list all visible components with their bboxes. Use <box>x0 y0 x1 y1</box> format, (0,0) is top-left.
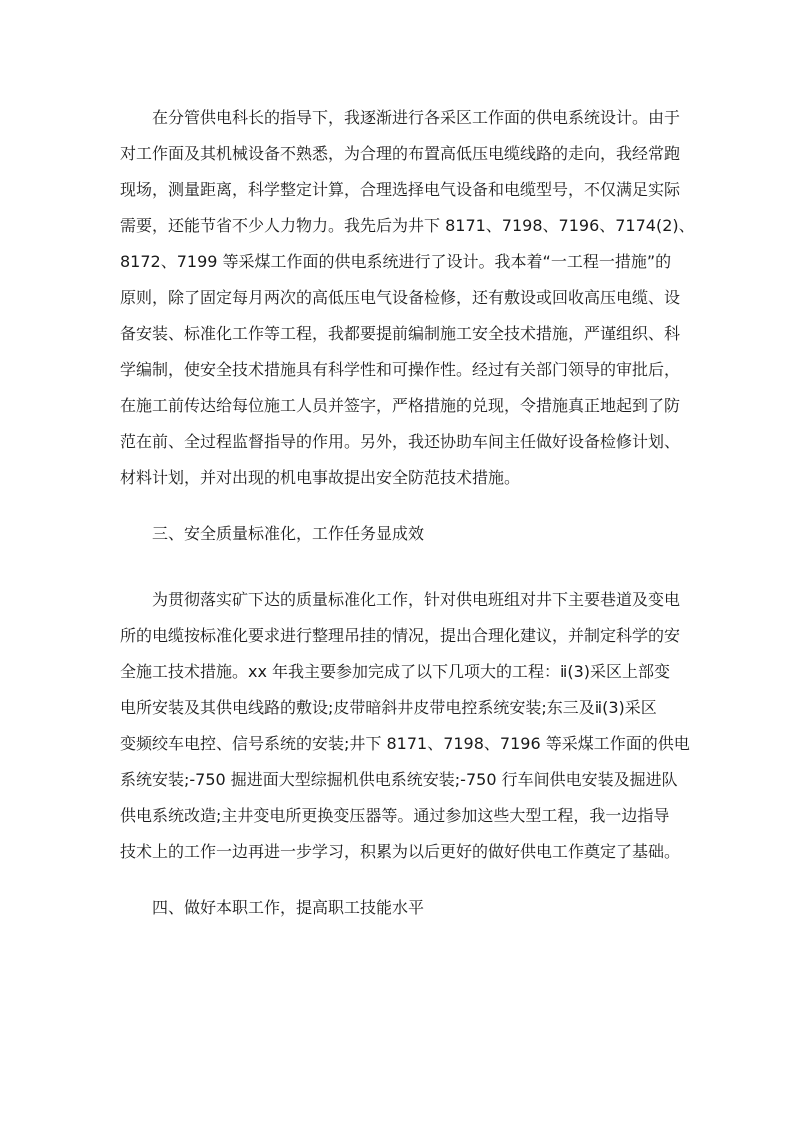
paragraph-1-line: 范在前、全过程监督指导的作用。另外，我还协助车间主任做好设备检修计划、 <box>120 432 681 451</box>
paragraph-1-line: 原则，除了固定每月两次的高低压电气设备检修，还有敷设或回收高压电缆、设 <box>120 288 681 307</box>
section-heading-3: 三、安全质量标准化，工作任务显成效 <box>152 524 425 543</box>
paragraph-2-line: 系统安装;-750 掘进面大型综掘机供电系统安装;-750 行车间供电安装及掘进队 <box>120 770 678 789</box>
paragraph-1-line: 在施工前传达给每位施工人员并签字，严格措施的兑现，令措施真正地起到了防 <box>120 396 681 415</box>
paragraph-1-line: 学编制，使安全技术措施具有科学性和可操作性。经过有关部门领导的审批后， <box>120 360 681 379</box>
paragraph-1-line: 对工作面及其机械设备不熟悉，为合理的布置高低压电缆线路的走向，我经常跑 <box>120 144 681 163</box>
paragraph-1-line: 现场，测量距离，科学整定计算，合理选择电气设备和电缆型号，不仅满足实际 <box>120 180 681 199</box>
paragraph-2-line: 技术上的工作一边再进一步学习，积累为以后更好的做好供电工作奠定了基础。 <box>120 842 681 861</box>
paragraph-2-line: 所的电缆按标准化要求进行整理吊挂的情况，提出合理化建议，并制定科学的安 <box>120 626 681 645</box>
paragraph-1-line: 需要，还能节省不少人力物力。我先后为井下 8171、7198、7196、7174(2)、 <box>120 216 695 235</box>
paragraph-2-line: 全施工技术措施。xx 年我主要参加完成了以下几项大的工程：ⅱ(3)采区上部变 <box>120 662 671 681</box>
paragraph-1-line: 在分管供电科长的指导下，我逐渐进行各采区工作面的供电系统设计。由于 <box>152 108 681 127</box>
paragraph-1-line: 8172、7199 等采煤工作面的供电系统进行了设计。我本着“一工程一措施”的 <box>120 252 672 271</box>
paragraph-2-line: 变频绞车电控、信号系统的安装;井下 8171、7198、7196 等采煤工作面的供电 <box>120 734 690 753</box>
paragraph-1-line: 材料计划，并对出现的机电事故提出安全防范技术措施。 <box>120 468 521 487</box>
paragraph-2-line: 为贯彻落实矿下达的质量标准化工作，针对供电班组对井下主要巷道及变电 <box>152 590 681 609</box>
paragraph-2-line: 供电系统改造;主井变电所更换变压器等。通过参加这些大型工程，我一边指导 <box>120 806 670 825</box>
section-heading-4: 四、做好本职工作，提高职工技能水平 <box>152 898 425 917</box>
paragraph-1-line: 备安装、标准化工作等工程，我都要提前编制施工安全技术措施，严谨组织、科 <box>120 324 681 343</box>
paragraph-2-line: 电所安装及其供电线路的敷设;皮带暗斜井皮带电控系统安装;东三及ⅱ(3)采区 <box>120 698 657 717</box>
